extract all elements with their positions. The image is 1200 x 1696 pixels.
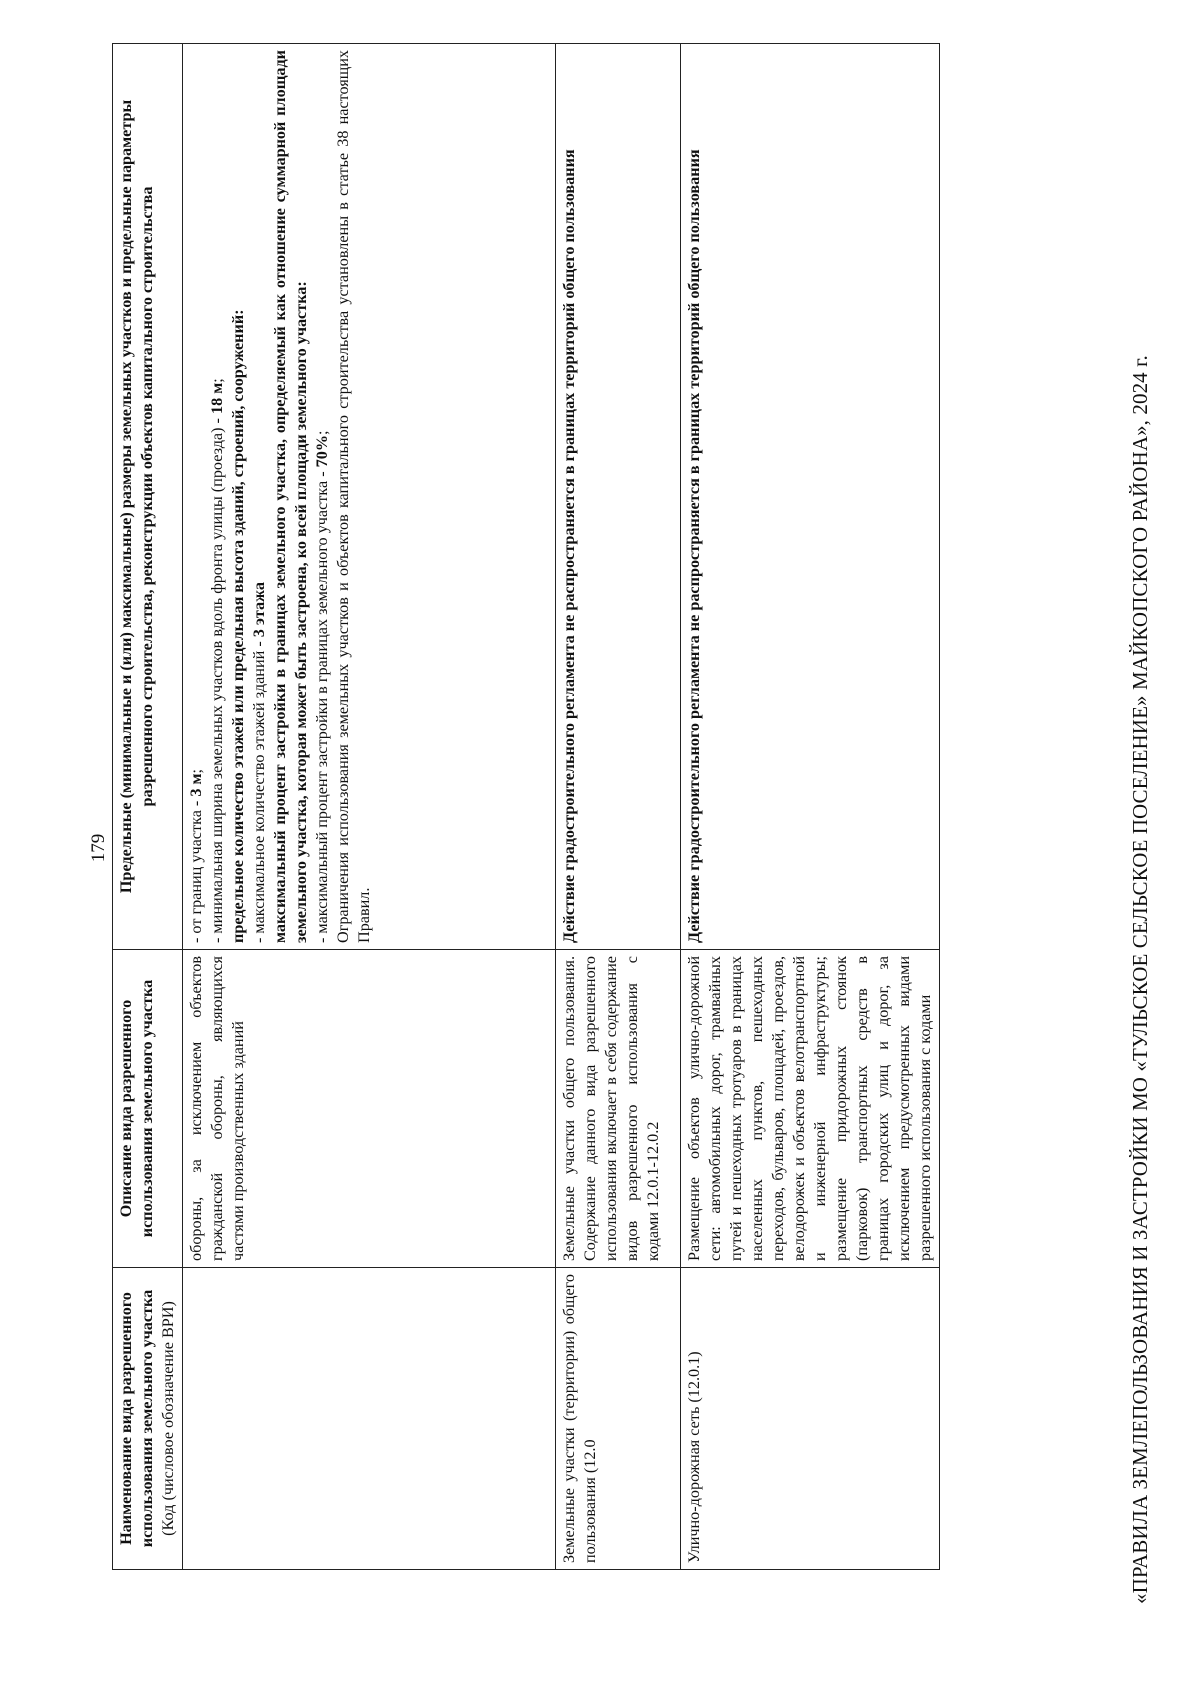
table-row — [183, 44, 556, 1570]
cell-description: Размещение объектов улично-дорожной сети: автомобильных дорог, трамвайных путей и пешеходных тротуаров в границах населенных пунктов, пешеходных переходов, бульваров, площадей, проездов, велодорожек и объектов велотранспортной и инженерной инфраструктуры; размещение придорожных стоянок (парковок) транспортных средств в границах городских улиц и дорог, за исключением предусмотренных видами разрешенного использования с кодами — [681, 950, 940, 1268]
param-note: Ограничения использования земельных участков и объектов капитального строительства установлены в статье 38 настоящих Правил. — [334, 50, 373, 943]
param-heading: предельное количество этажей или предельная высота зданий, строений, сооружений: — [229, 309, 247, 943]
param-line: - минимальная ширина земельных участков вдоль фронта улицы (проезда) - 18 м; — [208, 378, 226, 943]
cell-parameters — [183, 44, 556, 950]
header-permitted-use-description: Описание вида разрешенного использования земельного участка — [113, 950, 183, 1268]
cell-name: Земельные участки (территории) общего пользования (12.0 — [556, 1268, 681, 1570]
cell-name: Улично-дорожная сеть (12.0.1) — [681, 1268, 940, 1570]
param-line: - максимальное количество этажей зданий - 3 этажа — [250, 582, 268, 943]
header-col1-bold: Наименование вида разрешенного использования земельного участка — [117, 1289, 156, 1548]
document-footer: «ПРАВИЛА ЗЕМЛЕПОЛЬЗОВАНИЯ И ЗАСТРОЙКИ МО «ТУЛЬСКОЕ СЕЛЬСКОЕ ПОСЕЛЕНИЕ» МАЙКОПСКОГО РАЙОНА», 2024 г. — [1128, 355, 1152, 1604]
header-limit-parameters: Предельные (минимальные и (или) максимальные) размеры земельных участков и предельные параметры разрешенного строительства, реконструкции объектов капитального строительства — [113, 44, 183, 950]
table-row — [681, 44, 940, 1570]
cell-description: Земельные участки общего пользования. Содержание данного вида разрешенного использования включает в себя содержание видов разрешенного использования с кодами 12.0.1-12.0.2 — [556, 950, 681, 1268]
param-line: - от границ участка - 3 м; — [187, 768, 205, 943]
header-permitted-use-name — [113, 1268, 183, 1570]
cell-parameters: Действие градостроительного регламента не распространяется в границах территорий общего пользования — [556, 44, 681, 950]
param-heading: максимальный процент застройки в границах земельного участка, определяемый как отношение суммарной площади земельного участка, которая может быть застроена, ко всей площади земельного участка: — [271, 50, 310, 943]
page-number: 179 — [88, 833, 109, 863]
regulations-table — [112, 43, 940, 1570]
param-line: - максимальный процент застройки в границах земельного участка - 70%; — [313, 430, 331, 943]
cell-description: обороны, за исключением объектов гражданской обороны, являющихся частями производственных зданий — [183, 950, 556, 1268]
cell-name — [183, 1268, 556, 1570]
table-header-row — [113, 44, 183, 1570]
table-row — [556, 44, 681, 1570]
cell-parameters: Действие градостроительного регламента не распространяется в границах территорий общего пользования — [681, 44, 940, 950]
header-col1-normal: (Код (числовое обозначение ВРИ) — [159, 1301, 177, 1536]
